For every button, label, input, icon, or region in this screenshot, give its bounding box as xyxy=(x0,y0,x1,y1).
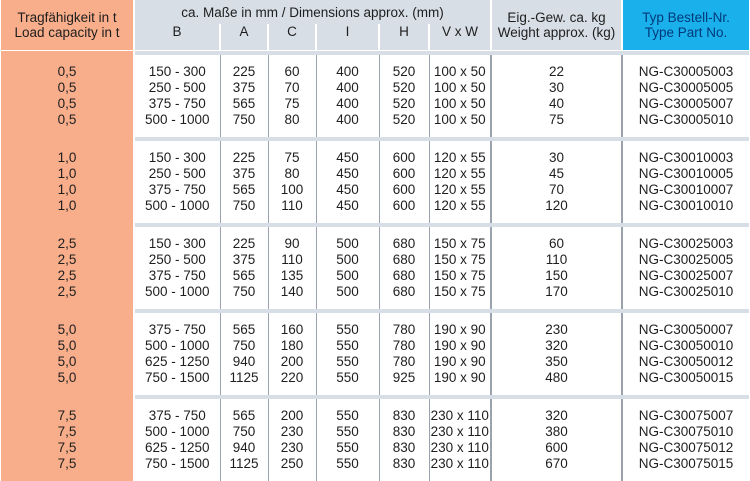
capacity-header xyxy=(1,0,134,51)
dim-b-cell: 500 - 1000 xyxy=(134,198,220,214)
dim-b-cell: 250 - 500 xyxy=(134,80,220,96)
dim-h-cell: 680 xyxy=(379,284,429,300)
dim-a-cell: 565 xyxy=(220,96,268,112)
dim-i-cell: 500 xyxy=(316,252,379,268)
dim-h-cell: 600 xyxy=(379,198,429,214)
dim-b-cell: 750 - 1500 xyxy=(134,456,220,472)
dim-i-cell: 550 xyxy=(316,322,379,338)
dim-i-cell: 550 xyxy=(316,338,379,354)
weight-cell: 45 xyxy=(491,166,622,182)
dim-b-cell: 750 - 1500 xyxy=(134,370,220,386)
dim-vxw-cell: 230 x 110 xyxy=(429,440,491,456)
dim-c-cell: 200 xyxy=(268,354,316,370)
capacity-cell: 2,5 xyxy=(1,268,134,284)
dim-b-cell: 150 - 300 xyxy=(134,150,220,166)
table-row xyxy=(1,370,749,386)
weight-cell: 110 xyxy=(491,252,622,268)
part-number-cell: NG-C30050012 xyxy=(622,354,749,370)
dim-a-cell: 750 xyxy=(220,338,268,354)
part-number-cell: NG-C30075012 xyxy=(622,440,749,456)
dim-c-cell: 230 xyxy=(268,440,316,456)
dim-i-cell: 550 xyxy=(316,456,379,472)
dim-i-cell: 450 xyxy=(316,182,379,198)
dim-h-cell: 830 xyxy=(379,440,429,456)
dim-h-cell: 830 xyxy=(379,456,429,472)
dim-c-cell: 90 xyxy=(268,236,316,252)
part-number-cell: NG-C30050007 xyxy=(622,322,749,338)
dim-a-cell: 225 xyxy=(220,64,268,80)
dim-b-cell: 150 - 300 xyxy=(134,64,220,80)
part-number-cell: NG-C30025007 xyxy=(622,268,749,284)
dim-i-cell: 550 xyxy=(316,440,379,456)
table-row xyxy=(1,112,749,128)
part-number-cell: NG-C30005005 xyxy=(622,80,749,96)
dim-vxw-cell: 190 x 90 xyxy=(429,322,491,338)
dim-h-cell: 780 xyxy=(379,322,429,338)
dim-i-cell: 550 xyxy=(316,354,379,370)
capacity-cell: 7,5 xyxy=(1,424,134,440)
part-number-cell: NG-C30025005 xyxy=(622,252,749,268)
dim-b-cell: 625 - 1250 xyxy=(134,354,220,370)
dim-a-cell: 940 xyxy=(220,354,268,370)
dim-h-cell: 520 xyxy=(379,112,429,128)
dim-i-cell: 450 xyxy=(316,198,379,214)
capacity-cell: 7,5 xyxy=(1,456,134,472)
weight-cell: 75 xyxy=(491,112,622,128)
capacity-cell: 2,5 xyxy=(1,236,134,252)
dim-vxw-cell: 120 x 55 xyxy=(429,150,491,166)
capacity-cell: 5,0 xyxy=(1,338,134,354)
dim-b-cell: 500 - 1000 xyxy=(134,338,220,354)
weight-header-de: Eig.-Gew. ca. kg xyxy=(507,10,606,25)
capacity-cell: 5,0 xyxy=(1,354,134,370)
dim-vxw-cell: 150 x 75 xyxy=(429,236,491,252)
weight-cell: 150 xyxy=(491,268,622,284)
dim-c-cell: 220 xyxy=(268,370,316,386)
dim-b-cell: 250 - 500 xyxy=(134,166,220,182)
dim-header-vxw: V x W xyxy=(429,24,491,51)
dim-b-cell: 375 - 750 xyxy=(134,96,220,112)
dim-c-cell: 140 xyxy=(268,284,316,300)
dim-a-cell: 750 xyxy=(220,284,268,300)
dim-header-i: I xyxy=(316,24,379,51)
dim-h-cell: 520 xyxy=(379,80,429,96)
table-row xyxy=(1,182,749,198)
weight-cell: 480 xyxy=(491,370,622,386)
capacity-cell: 0,5 xyxy=(1,80,134,96)
weight-cell: 320 xyxy=(491,338,622,354)
part-number-cell: NG-C30010007 xyxy=(622,182,749,198)
dim-c-cell: 70 xyxy=(268,80,316,96)
part-number-cell: NG-C30025003 xyxy=(622,236,749,252)
dim-c-cell: 230 xyxy=(268,424,316,440)
dim-i-cell: 500 xyxy=(316,268,379,284)
weight-cell: 22 xyxy=(491,64,622,80)
capacity-header-en: Load capacity in t xyxy=(14,25,120,40)
table-row xyxy=(1,408,749,424)
table-row xyxy=(1,284,749,300)
spec-table xyxy=(1,0,749,481)
dim-b-cell: 375 - 750 xyxy=(134,182,220,198)
dim-a-cell: 225 xyxy=(220,236,268,252)
dim-header-c: C xyxy=(268,24,316,51)
dim-a-cell: 940 xyxy=(220,440,268,456)
dim-a-cell: 1125 xyxy=(220,456,268,472)
type-header-en: Type Part No. xyxy=(644,25,728,40)
dim-a-cell: 565 xyxy=(220,408,268,424)
weight-cell: 40 xyxy=(491,96,622,112)
dim-h-cell: 780 xyxy=(379,338,429,354)
dim-c-cell: 135 xyxy=(268,268,316,284)
dim-a-cell: 750 xyxy=(220,198,268,214)
dim-a-cell: 375 xyxy=(220,252,268,268)
capacity-group xyxy=(1,141,749,223)
part-number-cell: NG-C30005007 xyxy=(622,96,749,112)
dim-b-cell: 250 - 500 xyxy=(134,252,220,268)
dim-vxw-cell: 100 x 50 xyxy=(429,112,491,128)
table-row xyxy=(1,96,749,112)
table-row xyxy=(1,322,749,338)
type-header xyxy=(622,0,749,51)
dim-i-cell: 450 xyxy=(316,150,379,166)
capacity-group xyxy=(1,227,749,309)
dim-h-cell: 680 xyxy=(379,268,429,284)
dim-h-cell: 520 xyxy=(379,96,429,112)
dim-h-cell: 600 xyxy=(379,166,429,182)
capacity-cell: 1,0 xyxy=(1,198,134,214)
capacity-group xyxy=(1,55,749,137)
weight-cell: 170 xyxy=(491,284,622,300)
table-row xyxy=(1,80,749,96)
capacity-cell: 1,0 xyxy=(1,150,134,166)
dim-i-cell: 400 xyxy=(316,64,379,80)
part-number-cell: NG-C30010003 xyxy=(622,150,749,166)
dim-h-cell: 830 xyxy=(379,408,429,424)
dim-header-a: A xyxy=(220,24,268,51)
dim-a-cell: 750 xyxy=(220,112,268,128)
part-number-cell: NG-C30075015 xyxy=(622,456,749,472)
table-row xyxy=(1,64,749,80)
dim-c-cell: 60 xyxy=(268,64,316,80)
weight-cell: 230 xyxy=(491,322,622,338)
table-row xyxy=(1,198,749,214)
capacity-cell: 7,5 xyxy=(1,408,134,424)
table-row xyxy=(1,252,749,268)
weight-cell: 30 xyxy=(491,150,622,166)
dim-h-cell: 830 xyxy=(379,424,429,440)
capacity-cell: 7,5 xyxy=(1,440,134,456)
dim-a-cell: 1125 xyxy=(220,370,268,386)
dim-i-cell: 400 xyxy=(316,96,379,112)
dim-b-cell: 625 - 1250 xyxy=(134,440,220,456)
dim-vxw-cell: 230 x 110 xyxy=(429,408,491,424)
dim-h-cell: 600 xyxy=(379,182,429,198)
table-row xyxy=(1,354,749,370)
dim-vxw-cell: 150 x 75 xyxy=(429,284,491,300)
weight-cell: 60 xyxy=(491,236,622,252)
weight-cell: 670 xyxy=(491,456,622,472)
dim-b-cell: 375 - 750 xyxy=(134,408,220,424)
part-number-cell: NG-C30005003 xyxy=(622,64,749,80)
dim-a-cell: 375 xyxy=(220,80,268,96)
table-header xyxy=(1,0,749,51)
dim-c-cell: 80 xyxy=(268,112,316,128)
dim-c-cell: 110 xyxy=(268,252,316,268)
table-row xyxy=(1,150,749,166)
capacity-group xyxy=(1,399,749,481)
dimensions-header: ca. Maße in mm / Dimensions approx. (mm) xyxy=(134,0,491,24)
weight-cell: 350 xyxy=(491,354,622,370)
dim-c-cell: 75 xyxy=(268,96,316,112)
part-number-cell: NG-C30005010 xyxy=(622,112,749,128)
type-header-de: Typ Bestell-Nr. xyxy=(642,10,730,25)
dim-i-cell: 450 xyxy=(316,166,379,182)
capacity-cell: 1,0 xyxy=(1,166,134,182)
part-number-cell: NG-C30050015 xyxy=(622,370,749,386)
table-row xyxy=(1,424,749,440)
weight-header xyxy=(491,0,622,51)
dim-c-cell: 80 xyxy=(268,166,316,182)
table-row xyxy=(1,338,749,354)
part-number-cell: NG-C30010010 xyxy=(622,198,749,214)
weight-header-en: Weight approx. (kg) xyxy=(497,25,616,40)
capacity-cell: 0,5 xyxy=(1,112,134,128)
table-row xyxy=(1,166,749,182)
capacity-cell: 5,0 xyxy=(1,370,134,386)
dim-b-cell: 500 - 1000 xyxy=(134,284,220,300)
dim-c-cell: 180 xyxy=(268,338,316,354)
capacity-cell: 2,5 xyxy=(1,252,134,268)
dim-c-cell: 110 xyxy=(268,198,316,214)
dim-vxw-cell: 150 x 75 xyxy=(429,268,491,284)
dim-vxw-cell: 230 x 110 xyxy=(429,424,491,440)
dim-a-cell: 225 xyxy=(220,150,268,166)
part-number-cell: NG-C30010005 xyxy=(622,166,749,182)
dim-h-cell: 680 xyxy=(379,252,429,268)
dim-i-cell: 500 xyxy=(316,236,379,252)
dim-b-cell: 500 - 1000 xyxy=(134,424,220,440)
dim-h-cell: 680 xyxy=(379,236,429,252)
dim-h-cell: 600 xyxy=(379,150,429,166)
table-row xyxy=(1,236,749,252)
capacity-cell: 2,5 xyxy=(1,284,134,300)
weight-cell: 30 xyxy=(491,80,622,96)
dim-a-cell: 750 xyxy=(220,424,268,440)
capacity-cell: 0,5 xyxy=(1,64,134,80)
dim-header-h: H xyxy=(379,24,429,51)
weight-cell: 320 xyxy=(491,408,622,424)
dim-vxw-cell: 100 x 50 xyxy=(429,64,491,80)
dim-b-cell: 375 - 750 xyxy=(134,322,220,338)
capacity-cell: 1,0 xyxy=(1,182,134,198)
dim-i-cell: 550 xyxy=(316,424,379,440)
weight-cell: 120 xyxy=(491,198,622,214)
weight-cell: 380 xyxy=(491,424,622,440)
dim-vxw-cell: 190 x 90 xyxy=(429,370,491,386)
dim-a-cell: 565 xyxy=(220,182,268,198)
dim-vxw-cell: 120 x 55 xyxy=(429,182,491,198)
dim-c-cell: 200 xyxy=(268,408,316,424)
dim-i-cell: 550 xyxy=(316,408,379,424)
table-row xyxy=(1,456,749,472)
dim-vxw-cell: 230 x 110 xyxy=(429,456,491,472)
part-number-cell: NG-C30050010 xyxy=(622,338,749,354)
capacity-cell: 5,0 xyxy=(1,322,134,338)
table-row xyxy=(1,440,749,456)
dim-vxw-cell: 150 x 75 xyxy=(429,252,491,268)
dim-vxw-cell: 100 x 50 xyxy=(429,96,491,112)
dim-vxw-cell: 120 x 55 xyxy=(429,166,491,182)
table-row xyxy=(1,268,749,284)
part-number-cell: NG-C30075010 xyxy=(622,424,749,440)
dim-vxw-cell: 190 x 90 xyxy=(429,354,491,370)
dim-a-cell: 375 xyxy=(220,166,268,182)
part-number-cell: NG-C30075007 xyxy=(622,408,749,424)
dim-i-cell: 550 xyxy=(316,370,379,386)
dim-c-cell: 75 xyxy=(268,150,316,166)
weight-cell: 70 xyxy=(491,182,622,198)
dim-vxw-cell: 120 x 55 xyxy=(429,198,491,214)
dim-h-cell: 520 xyxy=(379,64,429,80)
dim-b-cell: 500 - 1000 xyxy=(134,112,220,128)
dim-c-cell: 160 xyxy=(268,322,316,338)
dim-i-cell: 500 xyxy=(316,284,379,300)
dim-vxw-cell: 190 x 90 xyxy=(429,338,491,354)
part-number-cell: NG-C30025010 xyxy=(622,284,749,300)
dim-header-b: B xyxy=(134,24,220,51)
capacity-group xyxy=(1,313,749,395)
dim-b-cell: 375 - 750 xyxy=(134,268,220,284)
dim-b-cell: 150 - 300 xyxy=(134,236,220,252)
dim-i-cell: 400 xyxy=(316,112,379,128)
dim-a-cell: 565 xyxy=(220,268,268,284)
weight-cell: 600 xyxy=(491,440,622,456)
capacity-cell: 0,5 xyxy=(1,96,134,112)
dim-vxw-cell: 100 x 50 xyxy=(429,80,491,96)
dim-h-cell: 780 xyxy=(379,354,429,370)
dim-a-cell: 565 xyxy=(220,322,268,338)
dim-c-cell: 250 xyxy=(268,456,316,472)
dim-c-cell: 100 xyxy=(268,182,316,198)
dim-h-cell: 925 xyxy=(379,370,429,386)
capacity-header-de: Tragfähigkeit in t xyxy=(17,10,117,25)
dim-i-cell: 400 xyxy=(316,80,379,96)
